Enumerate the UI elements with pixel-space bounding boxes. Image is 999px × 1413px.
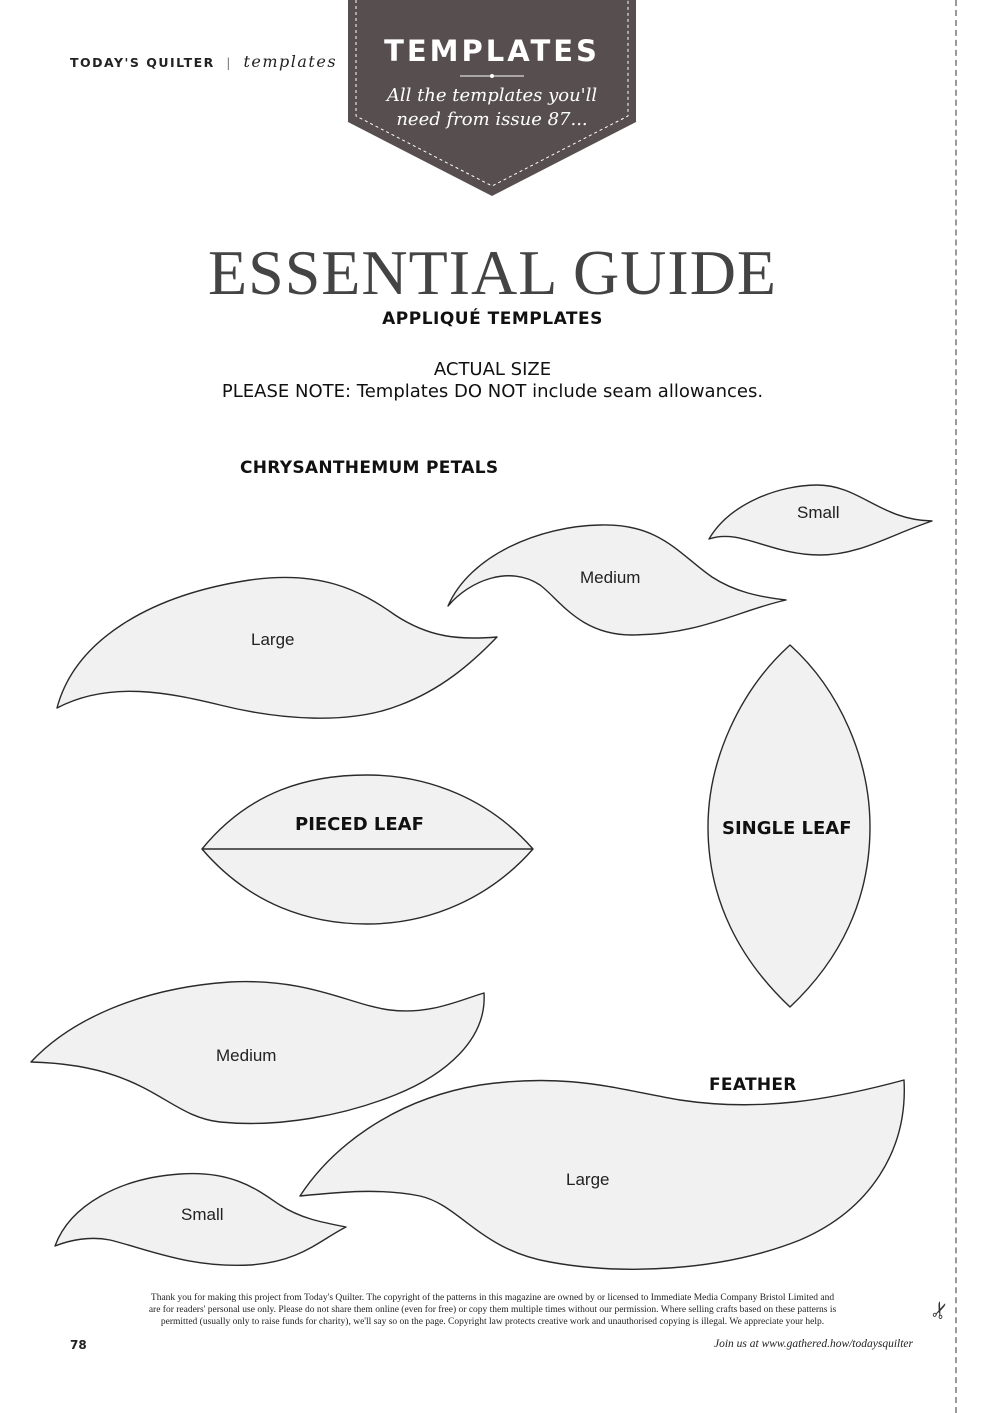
masthead-section: templates <box>243 52 338 71</box>
scissors-icon: ✂ <box>926 1297 957 1324</box>
disclaimer-line-1: Thank you for making this project from Today's Quilter. The copyright of the patterns in this magazine are owned by or licensed to Immediate Media Company Bristol Limited and <box>150 1293 835 1303</box>
page-subtitle: APPLIQUÉ TEMPLATES <box>382 309 603 329</box>
petal-small-label: Small <box>797 503 840 522</box>
seam-allowance-note: PLEASE NOTE: Templates DO NOT include seam allowances. <box>221 381 764 402</box>
masthead-separator: | <box>226 55 232 70</box>
feather-large-label: Large <box>566 1170 610 1189</box>
page-number: 78 <box>70 1338 87 1352</box>
actual-size-note: ACTUAL SIZE <box>433 359 552 380</box>
feather-medium-label: Medium <box>216 1046 277 1065</box>
banner-title: TEMPLATES <box>384 34 600 68</box>
chrysanthemum-petals-heading: CHRYSANTHEMUM PETALS <box>240 458 499 478</box>
pieced-leaf-label: PIECED LEAF <box>295 814 424 835</box>
single-leaf-label: SINGLE LEAF <box>722 818 852 839</box>
petal-medium-label: Medium <box>580 568 641 587</box>
disclaimer-line-3: permitted (usually only to raise funds for charity), we'll say so on the page. Copyright law protects creative work and unauthorised copying is illegal. We appreciate your help. <box>160 1317 825 1327</box>
petal-large-label: Large <box>251 630 295 649</box>
banner-subtitle-line2: need from issue 87... <box>396 109 588 130</box>
banner-subtitle-line1: All the templates you'll <box>386 85 598 106</box>
disclaimer-line-2: are for readers' personal use only. Please do not share them online (even for free) or copy them multiple times without our permission. Where selling crafts based on these patterns is <box>148 1305 837 1315</box>
feather-small-label: Small <box>181 1205 224 1224</box>
copyright-disclaimer <box>95 1292 890 1328</box>
feather-heading: FEATHER <box>709 1075 797 1095</box>
footer-link[interactable]: Join us at www.gathered.how/todaysquilter <box>713 1338 913 1350</box>
page-title: ESSENTIAL GUIDE <box>208 237 777 308</box>
masthead-brand: TODAY'S QUILTER <box>70 55 215 70</box>
